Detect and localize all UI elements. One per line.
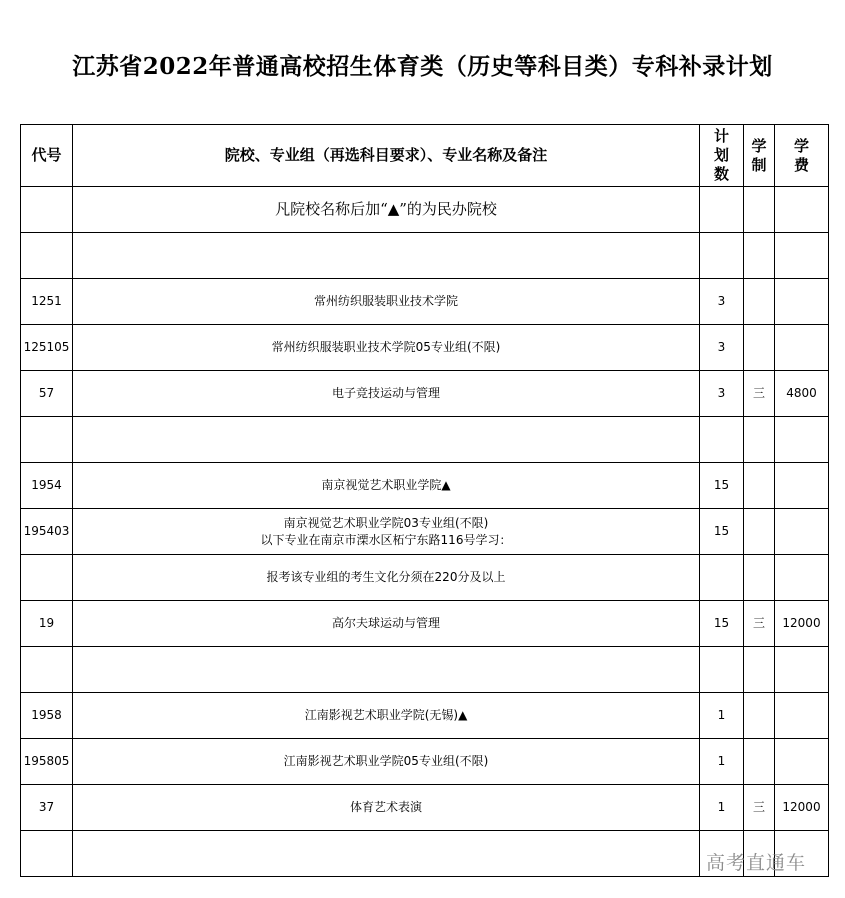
cell-code bbox=[21, 647, 73, 693]
watermark: 高考直通车 bbox=[706, 852, 807, 874]
table-row bbox=[21, 555, 829, 601]
cell-fee bbox=[775, 509, 829, 555]
cell-plan bbox=[700, 555, 744, 601]
table-row bbox=[21, 187, 829, 233]
table-row bbox=[21, 417, 829, 463]
cell-duration bbox=[744, 509, 775, 555]
cell-plan bbox=[700, 647, 744, 693]
table-row bbox=[21, 739, 829, 785]
table-row bbox=[21, 463, 829, 509]
cell-name: 电子竞技运动与管理 bbox=[73, 371, 700, 417]
cell-plan: 3 bbox=[700, 371, 744, 417]
cell-code bbox=[21, 831, 73, 877]
header-duration: 学制 bbox=[744, 125, 775, 187]
table-row bbox=[21, 371, 829, 417]
cell-plan: 15 bbox=[700, 601, 744, 647]
cell-name-line: 南京视觉艺术职业学院03专业组(不限) bbox=[283, 515, 489, 530]
cell-code: 1958 bbox=[21, 693, 73, 739]
cell-duration bbox=[744, 417, 775, 463]
cell-name: 报考该专业组的考生文化分须在220分及以上 bbox=[73, 555, 700, 601]
cell-name: 高尔夫球运动与管理 bbox=[73, 601, 700, 647]
cell-duration bbox=[744, 739, 775, 785]
cell-plan: 15 bbox=[700, 509, 744, 555]
table-header-row bbox=[21, 125, 829, 187]
cell-duration bbox=[744, 463, 775, 509]
cell-name: 常州纺织服装职业技术学院 bbox=[73, 279, 700, 325]
cell-code: 1251 bbox=[21, 279, 73, 325]
cell-plan: 1 bbox=[700, 739, 744, 785]
cell-plan: 1 bbox=[700, 785, 744, 831]
cell-name: 江南影视艺术职业学院05专业组(不限) bbox=[73, 739, 700, 785]
cell-duration bbox=[744, 279, 775, 325]
cell-code bbox=[21, 555, 73, 601]
cell-code: 1954 bbox=[21, 463, 73, 509]
cell-fee bbox=[775, 279, 829, 325]
cell-duration bbox=[744, 555, 775, 601]
cell-fee: 4800 bbox=[775, 371, 829, 417]
table-row bbox=[21, 647, 829, 693]
cell-code bbox=[21, 417, 73, 463]
cell-code: 195403 bbox=[21, 509, 73, 555]
header-plan: 计划数 bbox=[700, 125, 744, 187]
cell-fee bbox=[775, 463, 829, 509]
cell-name: 凡院校名称后加“▲”的为民办院校 bbox=[73, 187, 700, 233]
cell-name bbox=[73, 233, 700, 279]
plan-table bbox=[20, 124, 829, 877]
cell-fee bbox=[775, 693, 829, 739]
cell-name: 江南影视艺术职业学院(无锡)▲ bbox=[73, 693, 700, 739]
header-code: 代号 bbox=[21, 125, 73, 187]
table-row bbox=[21, 601, 829, 647]
page-title: 江苏省2022年普通高校招生体育类（历史等科目类）专科补录计划 bbox=[72, 53, 773, 80]
cell-duration: 三 bbox=[744, 601, 775, 647]
cell-fee bbox=[775, 555, 829, 601]
table-row bbox=[21, 233, 829, 279]
cell-plan bbox=[700, 417, 744, 463]
cell-duration: 三 bbox=[744, 371, 775, 417]
cell-fee bbox=[775, 187, 829, 233]
cell-name: 常州纺织服装职业技术学院05专业组(不限) bbox=[73, 325, 700, 371]
cell-name bbox=[73, 831, 700, 877]
cell-fee: 12000 bbox=[775, 785, 829, 831]
cell-duration bbox=[744, 233, 775, 279]
cell-duration bbox=[744, 647, 775, 693]
cell-code bbox=[21, 187, 73, 233]
cell-name bbox=[73, 647, 700, 693]
cell-fee bbox=[775, 417, 829, 463]
cell-code bbox=[21, 233, 73, 279]
cell-name: 南京视觉艺术职业学院▲ bbox=[73, 463, 700, 509]
cell-plan: 1 bbox=[700, 693, 744, 739]
header-fee: 学费 bbox=[775, 125, 829, 187]
cell-name: 体育艺术表演 bbox=[73, 785, 700, 831]
cell-code: 125105 bbox=[21, 325, 73, 371]
cell-plan: 3 bbox=[700, 279, 744, 325]
cell-code: 57 bbox=[21, 371, 73, 417]
cell-duration bbox=[744, 693, 775, 739]
cell-fee bbox=[775, 647, 829, 693]
cell-plan bbox=[700, 187, 744, 233]
cell-plan: 15 bbox=[700, 463, 744, 509]
cell-fee bbox=[775, 233, 829, 279]
table-row bbox=[21, 785, 829, 831]
cell-duration: 三 bbox=[744, 785, 775, 831]
cell-duration bbox=[744, 187, 775, 233]
cell-name bbox=[73, 509, 700, 555]
table-row bbox=[21, 693, 829, 739]
cell-code: 19 bbox=[21, 601, 73, 647]
cell-code: 195805 bbox=[21, 739, 73, 785]
cell-fee: 12000 bbox=[775, 601, 829, 647]
cell-name bbox=[73, 417, 700, 463]
table-row bbox=[21, 279, 829, 325]
cell-fee bbox=[775, 739, 829, 785]
cell-code: 37 bbox=[21, 785, 73, 831]
cell-fee bbox=[775, 325, 829, 371]
cell-plan: 3 bbox=[700, 325, 744, 371]
cell-name-line: 以下专业在南京市溧水区柘宁东路116号学习： bbox=[260, 532, 512, 547]
cell-plan bbox=[700, 233, 744, 279]
table-row bbox=[21, 509, 829, 555]
header-name: 院校、专业组（再选科目要求）、专业名称及备注 bbox=[73, 125, 700, 187]
table-body bbox=[21, 187, 829, 877]
cell-duration bbox=[744, 325, 775, 371]
table-row bbox=[21, 325, 829, 371]
